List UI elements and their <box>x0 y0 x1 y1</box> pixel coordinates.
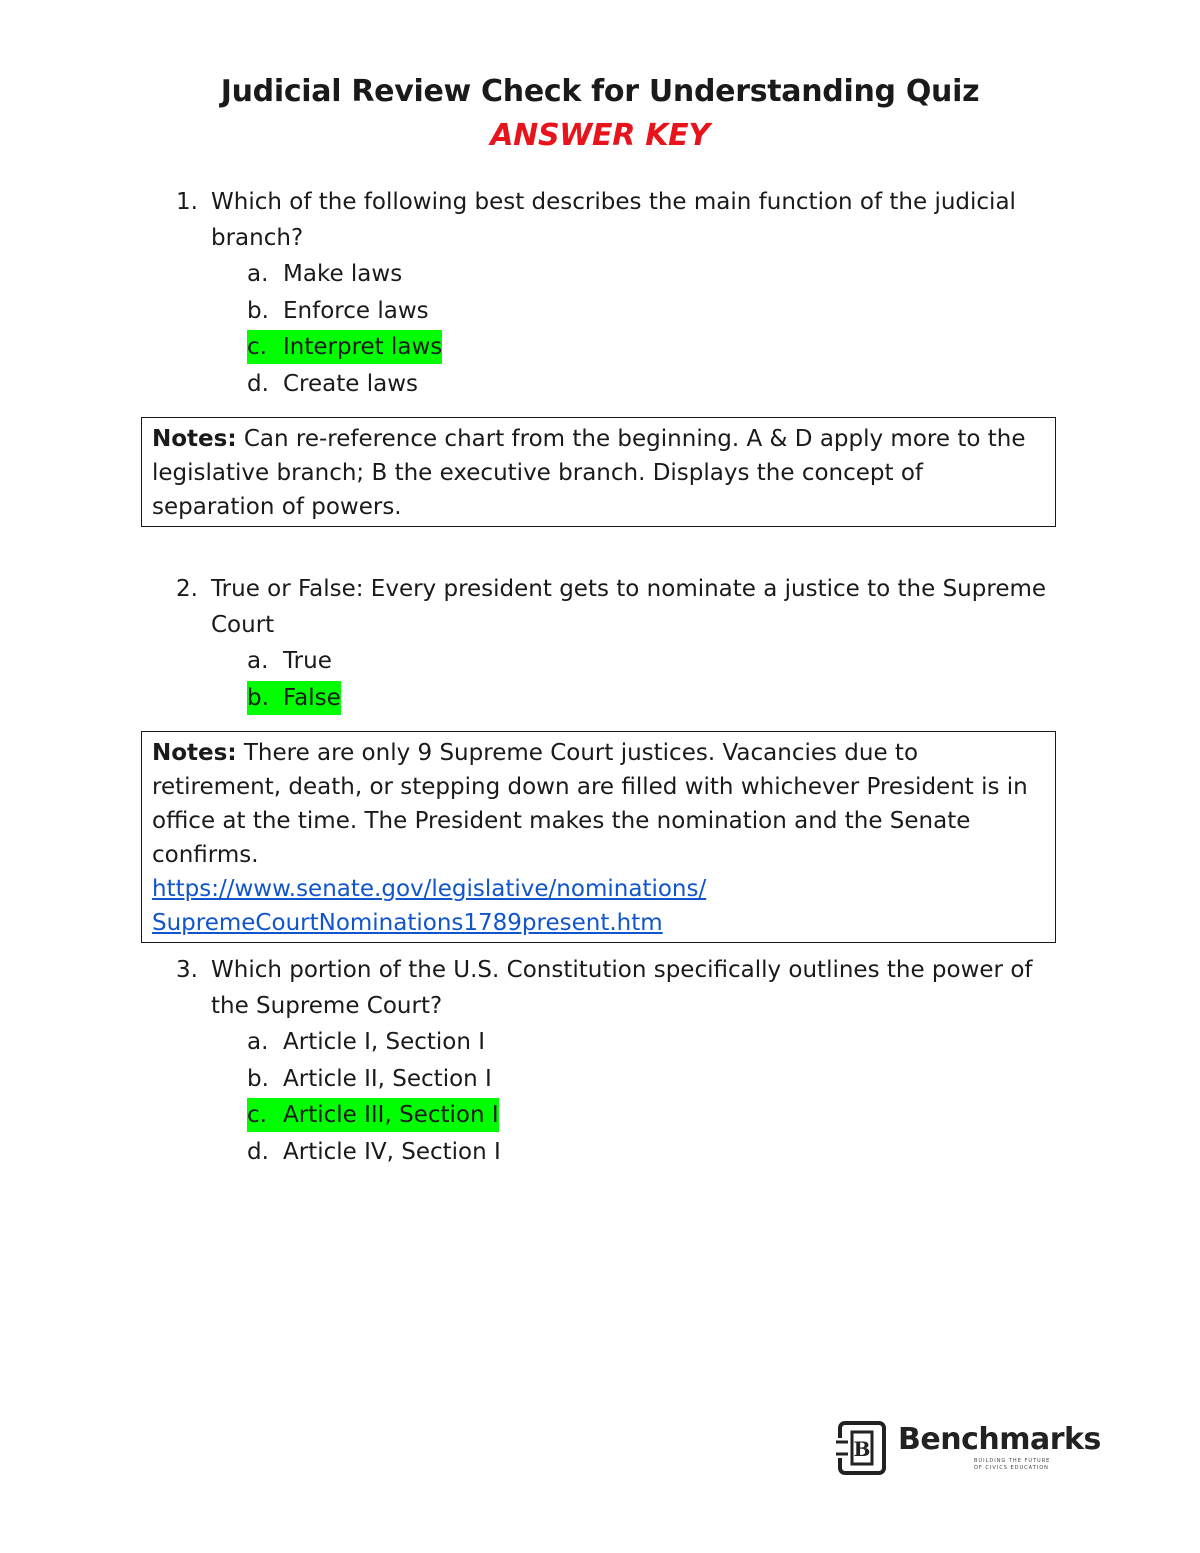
option-letter: a. <box>247 1029 269 1055</box>
question-number: 1. <box>176 189 198 215</box>
benchmarks-logo-icon <box>834 1420 890 1476</box>
option-text: Enforce laws <box>283 297 429 324</box>
option-text: Interpret laws <box>283 334 443 360</box>
option-text: Article IV, Section I <box>283 1138 501 1165</box>
option-b-correct <box>247 680 1061 717</box>
question-3 <box>176 952 1061 1170</box>
question-2 <box>176 571 1061 716</box>
question-number: 3. <box>176 957 198 983</box>
question-text: Which of the following best describes the main function of the judicial branch? <box>211 189 1016 251</box>
option-c-correct <box>247 1097 1061 1134</box>
option-letter: c. <box>247 1102 267 1128</box>
option-text: Article II, Section I <box>283 1065 492 1092</box>
page-title: Judicial Review Check for Understanding Quiz <box>220 74 980 109</box>
senate-nominations-link-continued[interactable]: SupremeCourtNominations1789present.htm <box>152 910 663 936</box>
option-text: Article I, Section I <box>283 1029 486 1055</box>
option-letter: b. <box>247 684 269 711</box>
option-text: Article III, Section I <box>283 1102 499 1128</box>
option-letter: b. <box>247 297 269 324</box>
logo-tagline-line-1: BUILDING THE FUTURE <box>974 1458 1051 1464</box>
option-letter: d. <box>247 1138 269 1165</box>
option-letter: b. <box>247 1065 269 1092</box>
options-list <box>176 256 1061 402</box>
notes-label: Notes: <box>152 740 237 766</box>
option-letter: d. <box>247 370 269 397</box>
option-b <box>247 293 1061 330</box>
question-1 <box>176 184 1061 402</box>
benchmarks-logo <box>834 1420 1101 1480</box>
option-d <box>247 1134 1061 1171</box>
option-c-correct <box>247 329 1061 366</box>
question-text: True or False: Every president gets to nominate a justice to the Supreme Court <box>211 576 1047 638</box>
option-text: Create laws <box>283 370 419 397</box>
option-d <box>247 366 1061 403</box>
option-letter: c. <box>247 334 267 360</box>
senate-nominations-link[interactable]: https://www.senate.gov/legislative/nominations/ <box>152 876 707 902</box>
option-text: True <box>283 648 332 674</box>
option-b <box>247 1061 1061 1098</box>
svg-text:B: B <box>853 1437 871 1461</box>
options-list <box>176 643 1061 716</box>
notes-text: Can re-reference chart from the beginning. A & D apply more to the legislative branch; B the executive branch. Displays the concept of separation of powers. <box>152 426 1026 520</box>
option-a <box>247 643 1061 680</box>
answer-key-label: ANSWER KEY <box>490 118 710 153</box>
options-list <box>176 1024 1061 1170</box>
notes-box-1 <box>141 417 1056 527</box>
option-a <box>247 1024 1061 1061</box>
logo-tagline-line-2: OF CIVICS EDUCATION <box>974 1465 1049 1471</box>
logo-tagline <box>974 1458 1050 1472</box>
option-letter: a. <box>247 648 269 674</box>
question-text: Which portion of the U.S. Constitution specifically outlines the power of the Supreme Court? <box>211 957 1033 1019</box>
option-a <box>247 256 1061 293</box>
option-letter: a. <box>247 261 269 287</box>
option-text: Make laws <box>283 261 403 287</box>
notes-label: Notes: <box>152 426 237 452</box>
logo-wordmark: Benchmarks <box>898 1422 1101 1457</box>
option-text: False <box>283 684 341 711</box>
question-number: 2. <box>176 576 198 602</box>
notes-text: There are only 9 Supreme Court justices. Vacancies due to retirement, death, or stepping down are filled with whichever President is in office at the time. The President makes the nomination and the Senate confirms. <box>152 740 1028 868</box>
notes-box-2 <box>141 731 1056 943</box>
